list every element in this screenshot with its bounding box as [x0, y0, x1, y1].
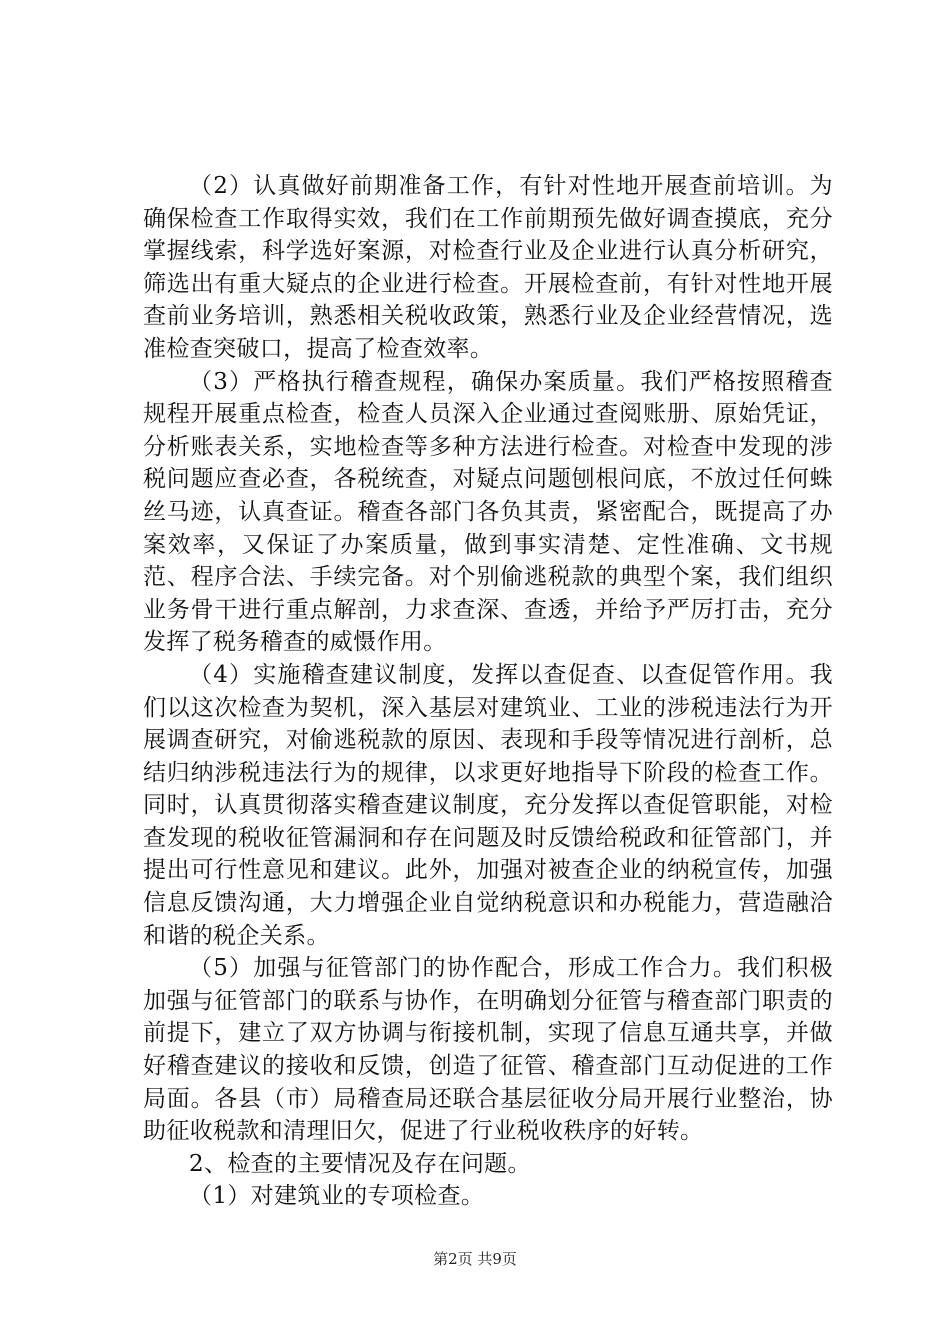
paragraph-4-inspection-suggestions: （4）实施稽查建议制度，发挥以查促查、以查促管作用。我们以这次检查为契机，深入基层对建筑业、工业的涉税违法行为开展调查研究，对偷逃税款的原因、表现和手段等情况进行剖析，总结归纳涉税违法行为的规律，以求更好地指导下阶段的检查工作。同时，认真贯彻落实稽查建议制度，充分发挥以查促管职能，对检查发现的税收征管漏洞和存在问题及时反馈给税政和征管部门，并提出可行性意见和建议。此外，加强对被查企业的纳税宣传，加强信息反馈沟通，大力增强企业自觉纳税意识和办税能力，营造融洽和谐的税企关系。 [143, 661, 833, 949]
subsection-heading-construction: （1）对建筑业的专项检查。 [189, 1183, 485, 1210]
body-text [143, 170, 833, 1213]
paragraph-3-inspection-procedure: （3）严格执行稽查规程，确保办案质量。我们严格按照稽查规程开展重点检查，检查人员深入企业通过查阅账册、原始凭证，分析账表关系，实地检查等多种方法进行检查。对检查中发现的涉税问题应查必查，各税统查，对疑点问题刨根问底，不放过任何蛛丝马迹，认真查证。稽查各部门各负其责，紧密配合，既提高了办案效率，又保证了办案质量，做到事实清楚、定性准确、文书规范、程序合法、手续完备。对个别偷逃税款的典型个案，我们组织业务骨干进行重点解剖，力求查深、查透，并给予严厉打击，充分发挥了税务稽查的威慑作用。 [143, 368, 833, 656]
page-footer: 第2页 共9页 [433, 1250, 517, 1268]
paragraph-5-cooperation: （5）加强与征管部门的协作配合，形成工作合力。我们积极加强与征管部门的联系与协作，在明确划分征管与稽查部门职责的前提下，建立了双方协调与衔接机制，实现了信息互通共享，并做好稽查建议的接收和反馈，创造了征管、稽查部门互动促进的工作局面。各县（市）局稽查局还联合基层征收分局开展行业整治，协助征收税款和清理旧欠，促进了行业税收秩序的好转。 [143, 955, 833, 1145]
section-heading-main-issues: 2、检查的主要情况及存在问题。 [189, 1150, 531, 1177]
paragraph-2-preparation: （2）认真做好前期准备工作，有针对性地开展查前培训。为确保检查工作取得实效，我们在工作前期预先做好调查摸底，充分掌握线索，科学选好案源，对检查行业及企业进行认真分析研究，筛选出有重大疑点的企业进行检查。开展检查前，有针对性地开展查前业务培训，熟悉相关税收政策，熟悉行业及企业经营情况，选准检查突破口，提高了检查效率。 [143, 173, 833, 362]
